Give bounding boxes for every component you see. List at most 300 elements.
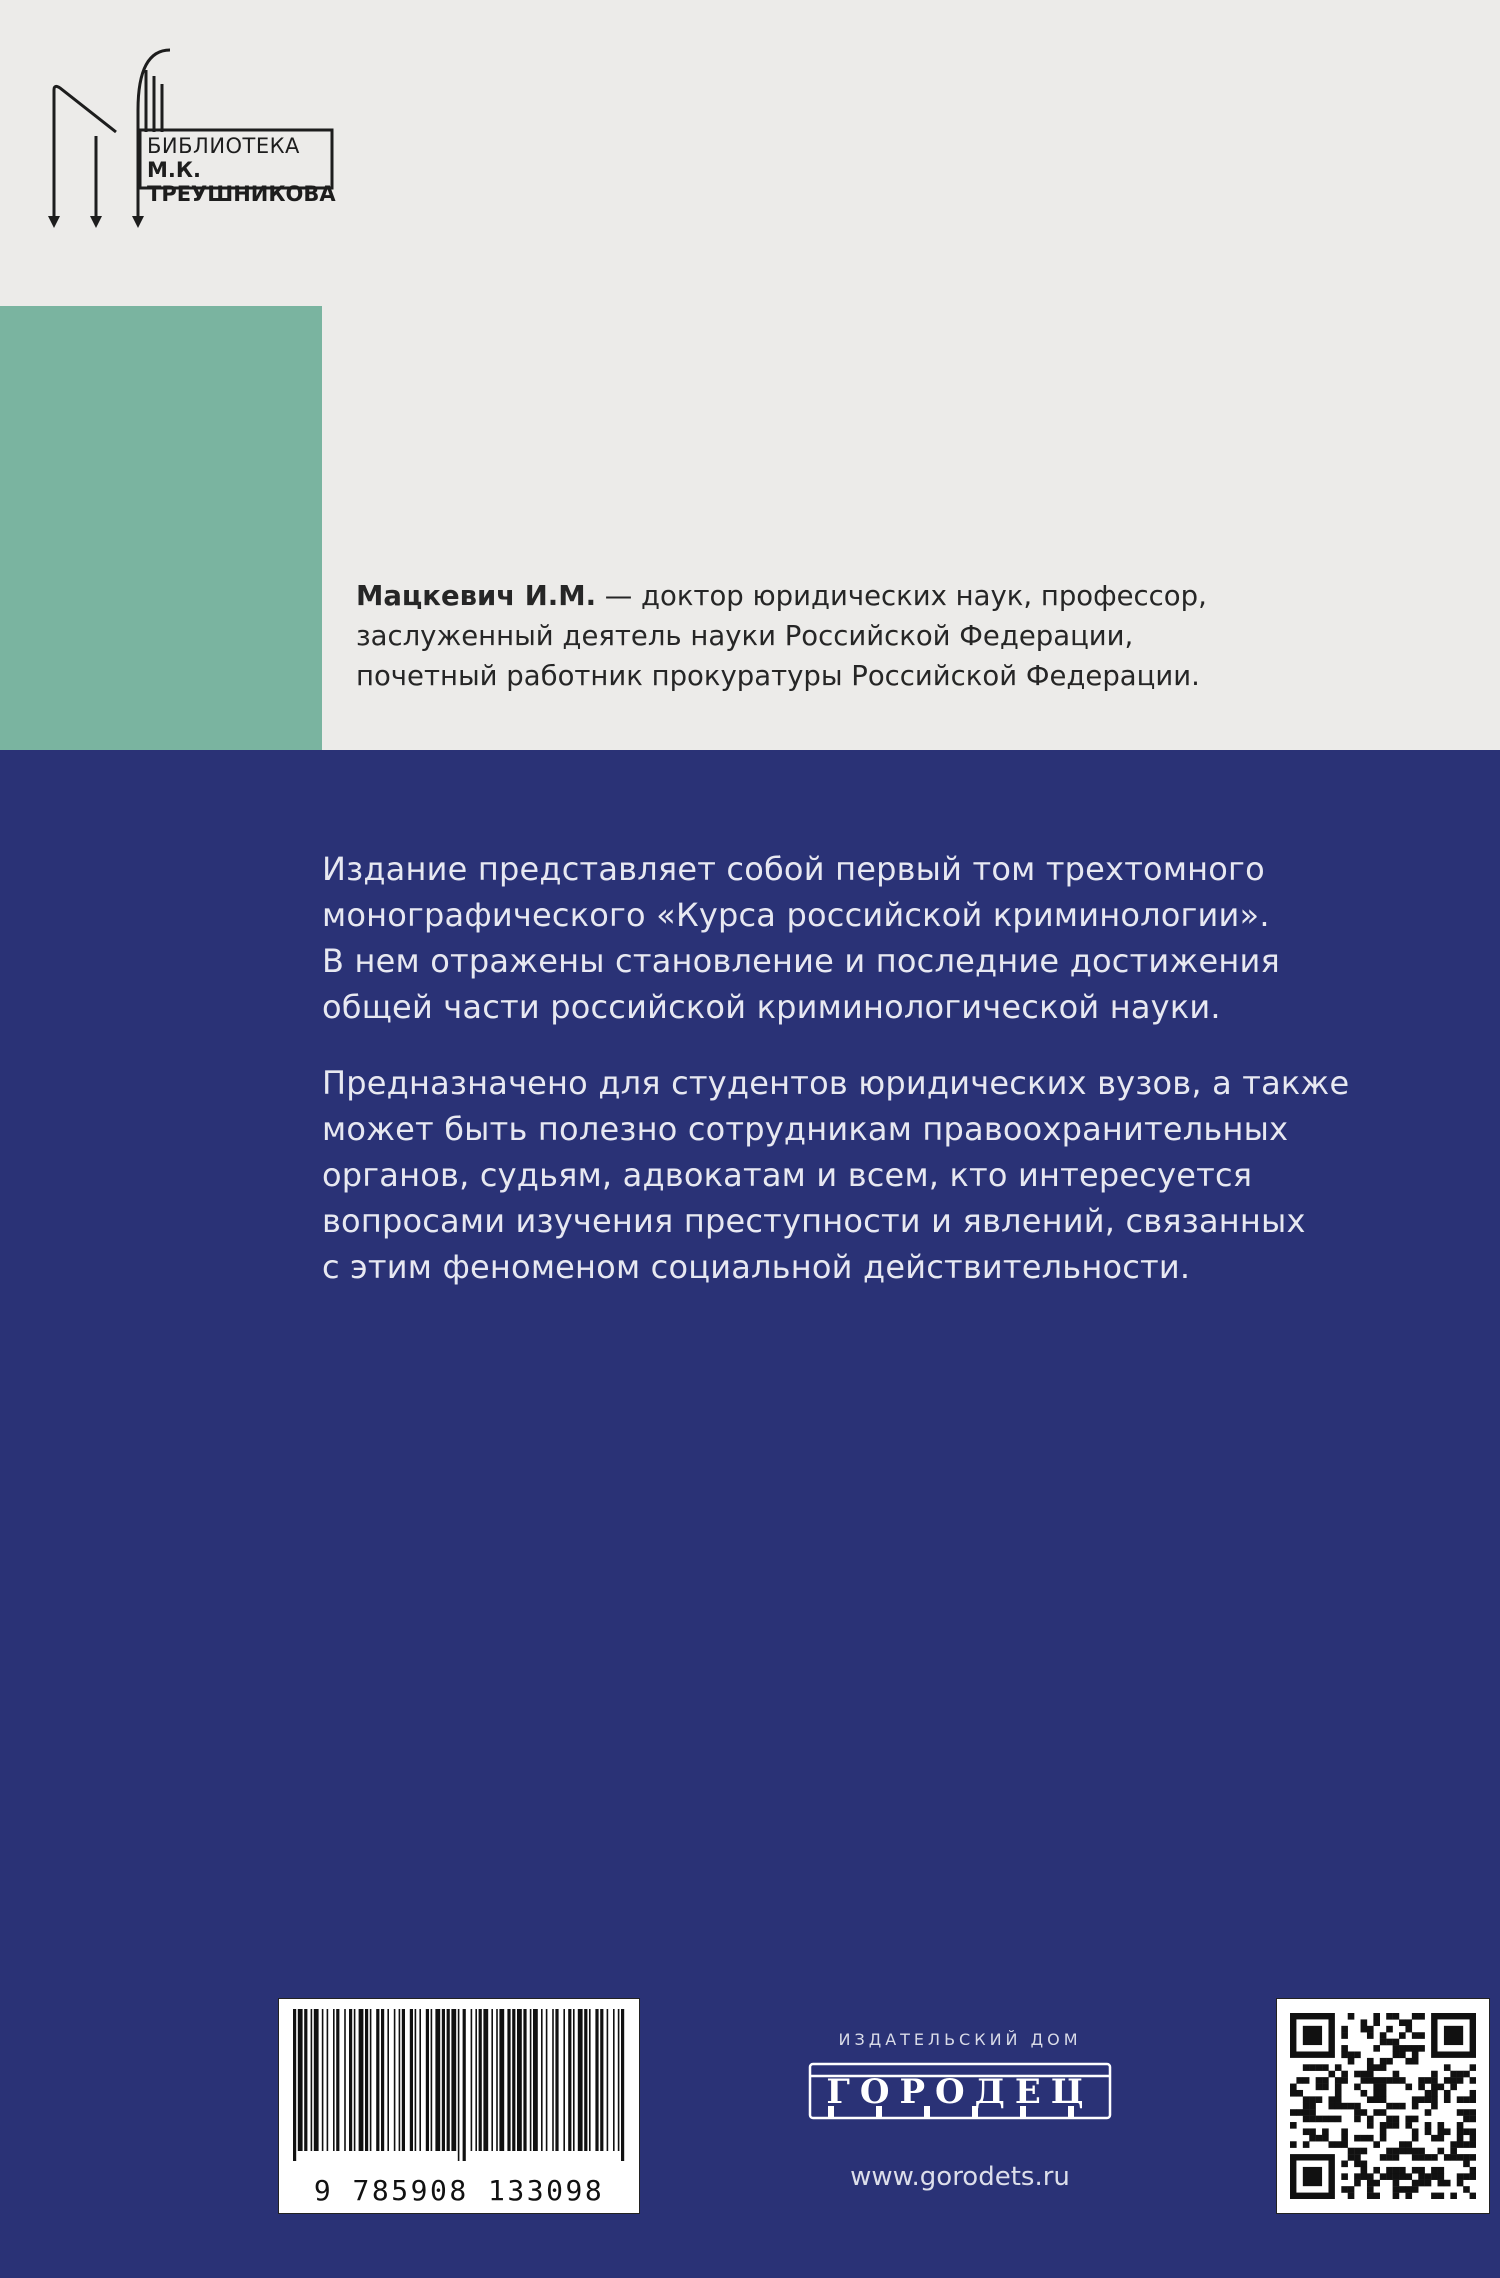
publisher-logo bbox=[800, 2030, 1120, 2200]
qr-module bbox=[1418, 2077, 1425, 2084]
publisher-name: ГОРОДЕЦ bbox=[826, 2072, 1094, 2112]
qr-module bbox=[1367, 2071, 1374, 2078]
publisher-name-block bbox=[808, 2062, 1112, 2122]
qr-module bbox=[1354, 2116, 1361, 2123]
qr-module bbox=[1367, 2032, 1374, 2039]
qr-module bbox=[1425, 2077, 1432, 2084]
qr-module bbox=[1341, 2071, 1348, 2078]
qr-module bbox=[1393, 2122, 1400, 2129]
qr-module bbox=[1316, 2084, 1323, 2091]
desc-line: вопросами изучения преступности и явлений, связанных bbox=[322, 1202, 1306, 1240]
qr-module bbox=[1309, 2096, 1316, 2103]
qr-module bbox=[1341, 2173, 1348, 2180]
qr-module bbox=[1373, 2077, 1380, 2084]
qr-module bbox=[1405, 2026, 1412, 2033]
qr-module bbox=[1457, 2180, 1464, 2187]
barcode-bar bbox=[483, 2009, 488, 2151]
qr-module bbox=[1431, 2090, 1438, 2097]
qr-module bbox=[1457, 2135, 1464, 2142]
qr-module bbox=[1373, 2019, 1380, 2026]
qr-module bbox=[1393, 2180, 1400, 2187]
qr-module bbox=[1348, 2058, 1355, 2065]
qr-module bbox=[1425, 2109, 1432, 2116]
qr-module bbox=[1348, 2186, 1355, 2193]
barcode-bar bbox=[349, 2009, 352, 2151]
qr-module bbox=[1386, 2116, 1393, 2123]
barcode-bar bbox=[458, 2009, 460, 2161]
qr-module bbox=[1290, 2141, 1297, 2148]
qr-module bbox=[1463, 2096, 1470, 2103]
qr-module bbox=[1444, 2128, 1451, 2135]
qr-module bbox=[1438, 2193, 1445, 2199]
qr-module bbox=[1425, 2096, 1432, 2103]
qr-module bbox=[1399, 2019, 1406, 2026]
qr-module bbox=[1367, 2077, 1374, 2084]
publisher-house-label: ИЗДАТЕЛЬСКИЙ ДОМ bbox=[838, 2030, 1082, 2049]
qr-module bbox=[1450, 2141, 1457, 2148]
qr-module bbox=[1373, 2096, 1380, 2103]
qr-module bbox=[1450, 2193, 1457, 2199]
qr-module bbox=[1412, 2167, 1419, 2174]
qr-module bbox=[1303, 2096, 1310, 2103]
qr-module bbox=[1405, 2186, 1412, 2193]
barcode-bar bbox=[584, 2009, 587, 2151]
qr-module bbox=[1399, 2186, 1406, 2193]
desc-line: с этим феноменом социальной действительности. bbox=[322, 1248, 1191, 1286]
qr-module bbox=[1335, 2077, 1342, 2084]
qr-module bbox=[1438, 2122, 1445, 2129]
qr-module bbox=[1341, 2045, 1348, 2052]
qr-module bbox=[1399, 2173, 1406, 2180]
qr-module bbox=[1431, 2077, 1438, 2084]
qr-module bbox=[1354, 2135, 1361, 2142]
qr-module bbox=[1380, 2128, 1387, 2135]
qr-module bbox=[1412, 2148, 1419, 2155]
qr-module bbox=[1399, 2032, 1406, 2039]
qr-module bbox=[1431, 2071, 1438, 2078]
barcode-bar bbox=[475, 2009, 477, 2151]
barcode-bar bbox=[573, 2009, 575, 2151]
qr-module bbox=[1361, 2148, 1368, 2155]
qr-module bbox=[1303, 2141, 1310, 2148]
qr-module bbox=[1405, 2173, 1412, 2180]
qr-module bbox=[1470, 2090, 1476, 2097]
description-paragraph-2 bbox=[322, 1060, 1482, 1290]
qr-module bbox=[1399, 2045, 1406, 2052]
qr-module bbox=[1425, 2173, 1432, 2180]
qr-module bbox=[1386, 2154, 1393, 2161]
qr-module bbox=[1380, 2084, 1387, 2091]
qr-module bbox=[1444, 2180, 1451, 2187]
qr-module bbox=[1303, 2103, 1310, 2110]
qr-module bbox=[1457, 2141, 1464, 2148]
qr-module bbox=[1290, 2090, 1297, 2097]
qr-module bbox=[1367, 2173, 1374, 2180]
qr-module bbox=[1341, 2128, 1348, 2135]
qr-module bbox=[1399, 2141, 1406, 2148]
qr-module bbox=[1335, 2116, 1342, 2123]
barcode-bar bbox=[327, 2009, 329, 2151]
qr-module bbox=[1386, 2103, 1393, 2110]
qr-module bbox=[1418, 2173, 1425, 2180]
qr-module bbox=[1470, 2128, 1476, 2135]
qr-module bbox=[1438, 2128, 1445, 2135]
barcode-bar bbox=[365, 2009, 368, 2151]
qr-module bbox=[1470, 2077, 1476, 2084]
qr-module bbox=[1354, 2084, 1361, 2091]
qr-module bbox=[1470, 2173, 1476, 2180]
qr-module bbox=[1457, 2109, 1464, 2116]
qr-module bbox=[1380, 2039, 1387, 2046]
barcode-bar bbox=[344, 2009, 346, 2151]
qr-module bbox=[1322, 2077, 1329, 2084]
qr-module bbox=[1438, 2084, 1445, 2091]
qr-finder bbox=[1303, 2026, 1322, 2045]
barcode-bar bbox=[431, 2009, 433, 2151]
barcode-bar bbox=[499, 2009, 504, 2151]
barcode-bar bbox=[578, 2009, 583, 2151]
qr-module bbox=[1457, 2077, 1464, 2084]
barcode-bar bbox=[595, 2009, 598, 2151]
barcode-bar bbox=[293, 2009, 296, 2161]
qr-module bbox=[1438, 2135, 1445, 2142]
qr-module bbox=[1412, 2058, 1419, 2065]
qr-module bbox=[1380, 2135, 1387, 2142]
qr-module bbox=[1425, 2090, 1432, 2097]
qr-module bbox=[1316, 2077, 1323, 2084]
barcode-bar bbox=[426, 2009, 429, 2151]
qr-module bbox=[1373, 2084, 1380, 2091]
qr-module bbox=[1450, 2084, 1457, 2091]
qr-module bbox=[1393, 2051, 1400, 2058]
isbn-barcode bbox=[278, 1998, 640, 2214]
barcode-bar bbox=[463, 2009, 466, 2161]
qr-module bbox=[1470, 2116, 1476, 2123]
qr-module bbox=[1431, 2084, 1438, 2091]
qr-module bbox=[1470, 2096, 1476, 2103]
qr-module bbox=[1412, 2116, 1419, 2123]
qr-module bbox=[1309, 2109, 1316, 2116]
qr-module bbox=[1361, 2167, 1368, 2174]
qr-module bbox=[1444, 2154, 1451, 2161]
qr-module bbox=[1431, 2135, 1438, 2142]
qr-module bbox=[1354, 2161, 1361, 2168]
qr-module bbox=[1341, 2186, 1348, 2193]
qr-module bbox=[1444, 2096, 1451, 2103]
barcode-bar bbox=[517, 2009, 522, 2151]
qr-module bbox=[1412, 2154, 1419, 2161]
qr-module bbox=[1418, 2084, 1425, 2091]
barcode-bar bbox=[471, 2009, 473, 2151]
qr-module bbox=[1341, 2026, 1348, 2033]
qr-module bbox=[1348, 2193, 1355, 2199]
qr-module bbox=[1393, 2173, 1400, 2180]
qr-module bbox=[1361, 2090, 1368, 2097]
qr-module bbox=[1444, 2090, 1451, 2097]
author-line-3: почетный работник прокуратуры Российской Федерации. bbox=[356, 660, 1200, 692]
qr-module bbox=[1373, 2193, 1380, 2199]
qr-module bbox=[1354, 2109, 1361, 2116]
barcode-bar bbox=[359, 2009, 364, 2151]
qr-module bbox=[1367, 2116, 1374, 2123]
qr-module bbox=[1463, 2186, 1470, 2193]
qr-module bbox=[1380, 2032, 1387, 2039]
qr-module bbox=[1367, 2193, 1374, 2199]
logo-line-1: БИБЛИОТЕКА bbox=[147, 134, 300, 158]
qr-module bbox=[1405, 2193, 1412, 2199]
barcode-bar bbox=[546, 2009, 548, 2151]
barcode-bar bbox=[541, 2009, 543, 2151]
qr-module bbox=[1431, 2193, 1438, 2199]
qr-module bbox=[1290, 2084, 1297, 2091]
barcode-bar bbox=[410, 2009, 413, 2151]
qr-module bbox=[1296, 2077, 1303, 2084]
qr-module bbox=[1335, 2064, 1342, 2071]
qr-module bbox=[1386, 2122, 1393, 2129]
barcode-bar bbox=[336, 2009, 339, 2151]
qr-module bbox=[1457, 2071, 1464, 2078]
qr-module bbox=[1457, 2096, 1464, 2103]
qr-module bbox=[1348, 2013, 1355, 2020]
qr-module bbox=[1380, 2173, 1387, 2180]
qr-module bbox=[1290, 2109, 1297, 2116]
author-titles: — доктор юридических наук, профессор, bbox=[596, 580, 1207, 612]
qr-module bbox=[1444, 2077, 1451, 2084]
qr-module bbox=[1431, 2167, 1438, 2174]
desc-line: может быть полезно сотрудникам правоохранительных bbox=[322, 1110, 1289, 1148]
qr-module bbox=[1418, 2013, 1425, 2020]
qr-module bbox=[1361, 2071, 1368, 2078]
barcode-bar bbox=[512, 2009, 515, 2151]
qr-module bbox=[1444, 2064, 1451, 2071]
barcode-bar bbox=[613, 2009, 615, 2151]
barcode-bar bbox=[607, 2009, 609, 2151]
qr-module bbox=[1393, 2148, 1400, 2155]
qr-module bbox=[1393, 2116, 1400, 2123]
qr-module bbox=[1386, 2058, 1393, 2065]
qr-module bbox=[1438, 2167, 1445, 2174]
qr-module bbox=[1393, 2193, 1400, 2199]
qr-module bbox=[1380, 2154, 1387, 2161]
qr-module bbox=[1450, 2154, 1457, 2161]
qr-module bbox=[1335, 2090, 1342, 2097]
barcode-bar bbox=[552, 2009, 554, 2151]
qr-module bbox=[1328, 2103, 1335, 2110]
qr-module bbox=[1341, 2051, 1348, 2058]
qr-module bbox=[1405, 2116, 1412, 2123]
qr-module bbox=[1418, 2167, 1425, 2174]
qr-module bbox=[1405, 2019, 1412, 2026]
qr-module bbox=[1367, 2186, 1374, 2193]
qr-module bbox=[1438, 2173, 1445, 2180]
author-name: Мацкевич И.М. bbox=[356, 580, 597, 612]
qr-module bbox=[1309, 2128, 1316, 2135]
qr-module bbox=[1361, 2109, 1368, 2116]
desc-line: В нем отражены становление и последние достижения bbox=[322, 942, 1280, 980]
qr-module bbox=[1425, 2180, 1432, 2187]
publisher-url[interactable]: www.gorodets.ru bbox=[850, 2162, 1070, 2192]
desc-line: органов, судьям, адвокатам и всем, кто интересуется bbox=[322, 1156, 1253, 1194]
qr-module bbox=[1393, 2077, 1400, 2084]
qr-module bbox=[1361, 2019, 1368, 2026]
barcode-bar bbox=[402, 2009, 405, 2151]
qr-module bbox=[1316, 2116, 1323, 2123]
qr-module bbox=[1412, 2128, 1419, 2135]
qr-module bbox=[1348, 2051, 1355, 2058]
qr-module bbox=[1296, 2090, 1303, 2097]
qr-module bbox=[1380, 2077, 1387, 2084]
qr-module bbox=[1412, 2186, 1419, 2193]
qr-module bbox=[1380, 2122, 1387, 2129]
qr-module bbox=[1316, 2064, 1323, 2071]
qr-module bbox=[1457, 2122, 1464, 2129]
qr-module bbox=[1380, 2058, 1387, 2065]
qr-module bbox=[1457, 2173, 1464, 2180]
qr-module bbox=[1309, 2116, 1316, 2123]
barcode-bar bbox=[530, 2009, 532, 2151]
qr-module bbox=[1463, 2071, 1470, 2078]
qr-module bbox=[1405, 2141, 1412, 2148]
qr-module bbox=[1450, 2148, 1457, 2155]
qr-module bbox=[1463, 2173, 1470, 2180]
qr-module bbox=[1341, 2161, 1348, 2168]
qr-module bbox=[1431, 2154, 1438, 2161]
qr-module bbox=[1425, 2128, 1432, 2135]
logo-line-2: М.К. ТРЕУШНИКОВА bbox=[147, 158, 336, 206]
barcode-bar bbox=[523, 2009, 526, 2151]
qr-module bbox=[1303, 2064, 1310, 2071]
barcode-bar bbox=[479, 2009, 482, 2151]
qr-module bbox=[1296, 2109, 1303, 2116]
qr-finder bbox=[1303, 2167, 1322, 2186]
green-accent-block bbox=[0, 306, 322, 750]
qr-module bbox=[1367, 2096, 1374, 2103]
qr-module bbox=[1412, 2051, 1419, 2058]
qr-module bbox=[1405, 2058, 1412, 2065]
qr-module bbox=[1361, 2026, 1368, 2033]
barcode-digits: 9 785908 133098 bbox=[313, 2174, 605, 2207]
description-paragraph-1 bbox=[322, 846, 1482, 1030]
qr-module bbox=[1309, 2135, 1316, 2142]
barcode-bar bbox=[621, 2009, 624, 2161]
qr-module bbox=[1367, 2064, 1374, 2071]
qr-module bbox=[1470, 2167, 1476, 2174]
barcode-bar bbox=[415, 2009, 417, 2151]
qr-module bbox=[1341, 2077, 1348, 2084]
qr-module bbox=[1431, 2096, 1438, 2103]
qr-module bbox=[1425, 2122, 1432, 2129]
barcode-bar bbox=[322, 2009, 324, 2151]
qr-module bbox=[1328, 2141, 1335, 2148]
barcode-icon bbox=[289, 2009, 629, 2163]
qr-module bbox=[1335, 2103, 1342, 2110]
qr-module bbox=[1412, 2103, 1419, 2110]
qr-module bbox=[1412, 2032, 1419, 2039]
qr-module bbox=[1393, 2039, 1400, 2046]
qr-module bbox=[1393, 2071, 1400, 2078]
barcode-bar bbox=[618, 2009, 620, 2151]
qr-module bbox=[1328, 2071, 1335, 2078]
qr-code bbox=[1276, 1998, 1490, 2214]
qr-module bbox=[1303, 2116, 1310, 2123]
qr-module bbox=[1348, 2148, 1355, 2155]
qr-module bbox=[1418, 2032, 1425, 2039]
barcode-bar bbox=[451, 2009, 456, 2151]
qr-module bbox=[1463, 2109, 1470, 2116]
barcode-bar bbox=[399, 2009, 401, 2151]
qr-module bbox=[1399, 2167, 1406, 2174]
qr-module bbox=[1470, 2141, 1476, 2148]
qr-module bbox=[1470, 2154, 1476, 2161]
qr-module bbox=[1322, 2128, 1329, 2135]
qr-module bbox=[1373, 2013, 1380, 2020]
qr-module bbox=[1405, 2148, 1412, 2155]
qr-module bbox=[1438, 2148, 1445, 2155]
barcode-bar bbox=[447, 2009, 450, 2151]
qr-module bbox=[1412, 2135, 1419, 2142]
desc-line: монографического «Курса российской криминологии». bbox=[322, 896, 1270, 934]
author-info bbox=[356, 576, 1476, 696]
qr-module bbox=[1405, 2045, 1412, 2052]
barcode-bar bbox=[435, 2009, 440, 2151]
qr-module bbox=[1418, 2154, 1425, 2161]
barcode-bar bbox=[381, 2009, 384, 2151]
qr-module bbox=[1322, 2116, 1329, 2123]
qr-module bbox=[1463, 2141, 1470, 2148]
qr-module bbox=[1348, 2103, 1355, 2110]
qr-module bbox=[1373, 2064, 1380, 2071]
qr-module bbox=[1393, 2186, 1400, 2193]
qr-module bbox=[1341, 2141, 1348, 2148]
qr-module bbox=[1354, 2180, 1361, 2187]
qr-module bbox=[1438, 2180, 1445, 2187]
qr-module bbox=[1386, 2077, 1393, 2084]
qr-module bbox=[1470, 2064, 1476, 2071]
barcode-bar bbox=[442, 2009, 445, 2151]
qr-module bbox=[1354, 2148, 1361, 2155]
qr-module bbox=[1354, 2071, 1361, 2078]
barcode-bar bbox=[419, 2009, 421, 2151]
barcode-bar bbox=[533, 2009, 538, 2151]
qr-module bbox=[1412, 2013, 1419, 2020]
qr-module bbox=[1463, 2128, 1470, 2135]
qr-module bbox=[1457, 2154, 1464, 2161]
qr-module bbox=[1399, 2103, 1406, 2110]
qr-module bbox=[1373, 2045, 1380, 2052]
barcode-bar bbox=[394, 2009, 396, 2151]
qr-module bbox=[1457, 2128, 1464, 2135]
qr-module bbox=[1386, 2148, 1393, 2155]
barcode-bar bbox=[376, 2009, 379, 2151]
qr-module bbox=[1361, 2173, 1368, 2180]
qr-module bbox=[1380, 2064, 1387, 2071]
qr-module bbox=[1412, 2180, 1419, 2187]
qr-module bbox=[1399, 2051, 1406, 2058]
barcode-bar bbox=[387, 2009, 389, 2151]
qr-module bbox=[1386, 2026, 1393, 2033]
qr-module bbox=[1386, 2039, 1393, 2046]
barcode-bar bbox=[304, 2009, 307, 2151]
qr-module bbox=[1393, 2167, 1400, 2174]
qr-module bbox=[1470, 2193, 1476, 2199]
qr-module bbox=[1367, 2122, 1374, 2129]
qr-module bbox=[1361, 2077, 1368, 2084]
qr-module bbox=[1393, 2154, 1400, 2161]
qr-module bbox=[1354, 2103, 1361, 2110]
qr-module bbox=[1386, 2173, 1393, 2180]
qr-module bbox=[1393, 2045, 1400, 2052]
qr-module bbox=[1380, 2096, 1387, 2103]
